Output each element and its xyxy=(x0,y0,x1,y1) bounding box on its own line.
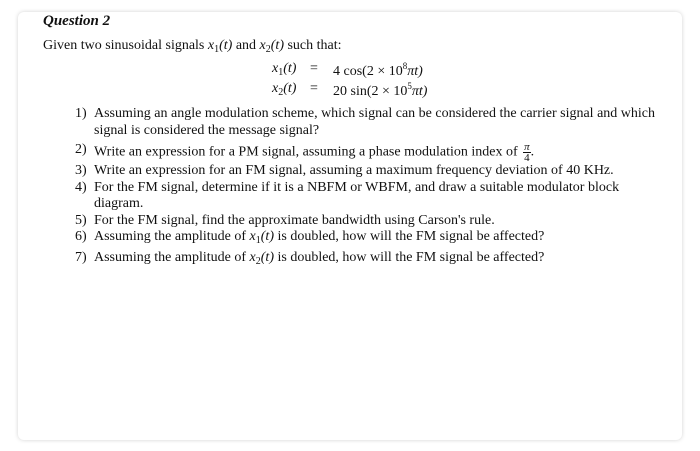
intro-prefix: Given two sinusoidal signals xyxy=(43,38,205,53)
intro-and: and xyxy=(235,38,257,53)
list-item: 6) Assuming the amplitude of $x_1(t)$ is doubled, how will the FM signal be affected? xyxy=(75,229,545,246)
equation-2-rhs: 20 $\sin(2 \times 10^5\pi t)$ xyxy=(333,81,428,99)
fraction-pi-over-4: $\frac{\pi}{4}$ xyxy=(524,141,530,164)
question-title: Question 2 xyxy=(43,13,111,29)
question-intro xyxy=(43,38,342,55)
equation-1-lhs: $x_1(t)$ xyxy=(272,61,297,78)
sub-question-list xyxy=(75,106,655,270)
equation-2-lhs: $x_2(t)$ xyxy=(272,81,297,98)
signal2-symbol: $x_2(t)$ xyxy=(259,38,284,55)
equation-1-equals: = xyxy=(310,61,318,76)
list-item: 3) Write an expression for an FM signal, assuming a maximum frequency deviation of 40 KHz. xyxy=(75,163,614,178)
list-item: 4) For the FM signal, determine if it is a NBFM or WBFM, and draw a suitable modulator block diagram. xyxy=(75,179,620,211)
equation-1-rhs: 4 $\cos(2 \times 10^8\pi t)$ xyxy=(333,61,423,79)
intro-suffix: such that: xyxy=(287,38,342,53)
signal1-symbol: $x_1(t)$ xyxy=(207,38,233,55)
list-item: 2) Write an expression for a PM signal, assuming a phase modulation index of $\frac{\pi}{4}$ . xyxy=(75,141,535,164)
equation-2-equals: = xyxy=(310,81,318,96)
list-item: 7) Assuming the amplitude of $x_2(t)$ is doubled, how will the FM signal be affected? xyxy=(75,249,545,267)
list-item: 1) Assuming an angle modulation scheme, which signal can be considered the carrier signal and which signal is considered the message signal? xyxy=(75,106,655,138)
list-item: 5) For the FM signal, find the approximate bandwidth using Carson's rule. xyxy=(75,212,495,228)
